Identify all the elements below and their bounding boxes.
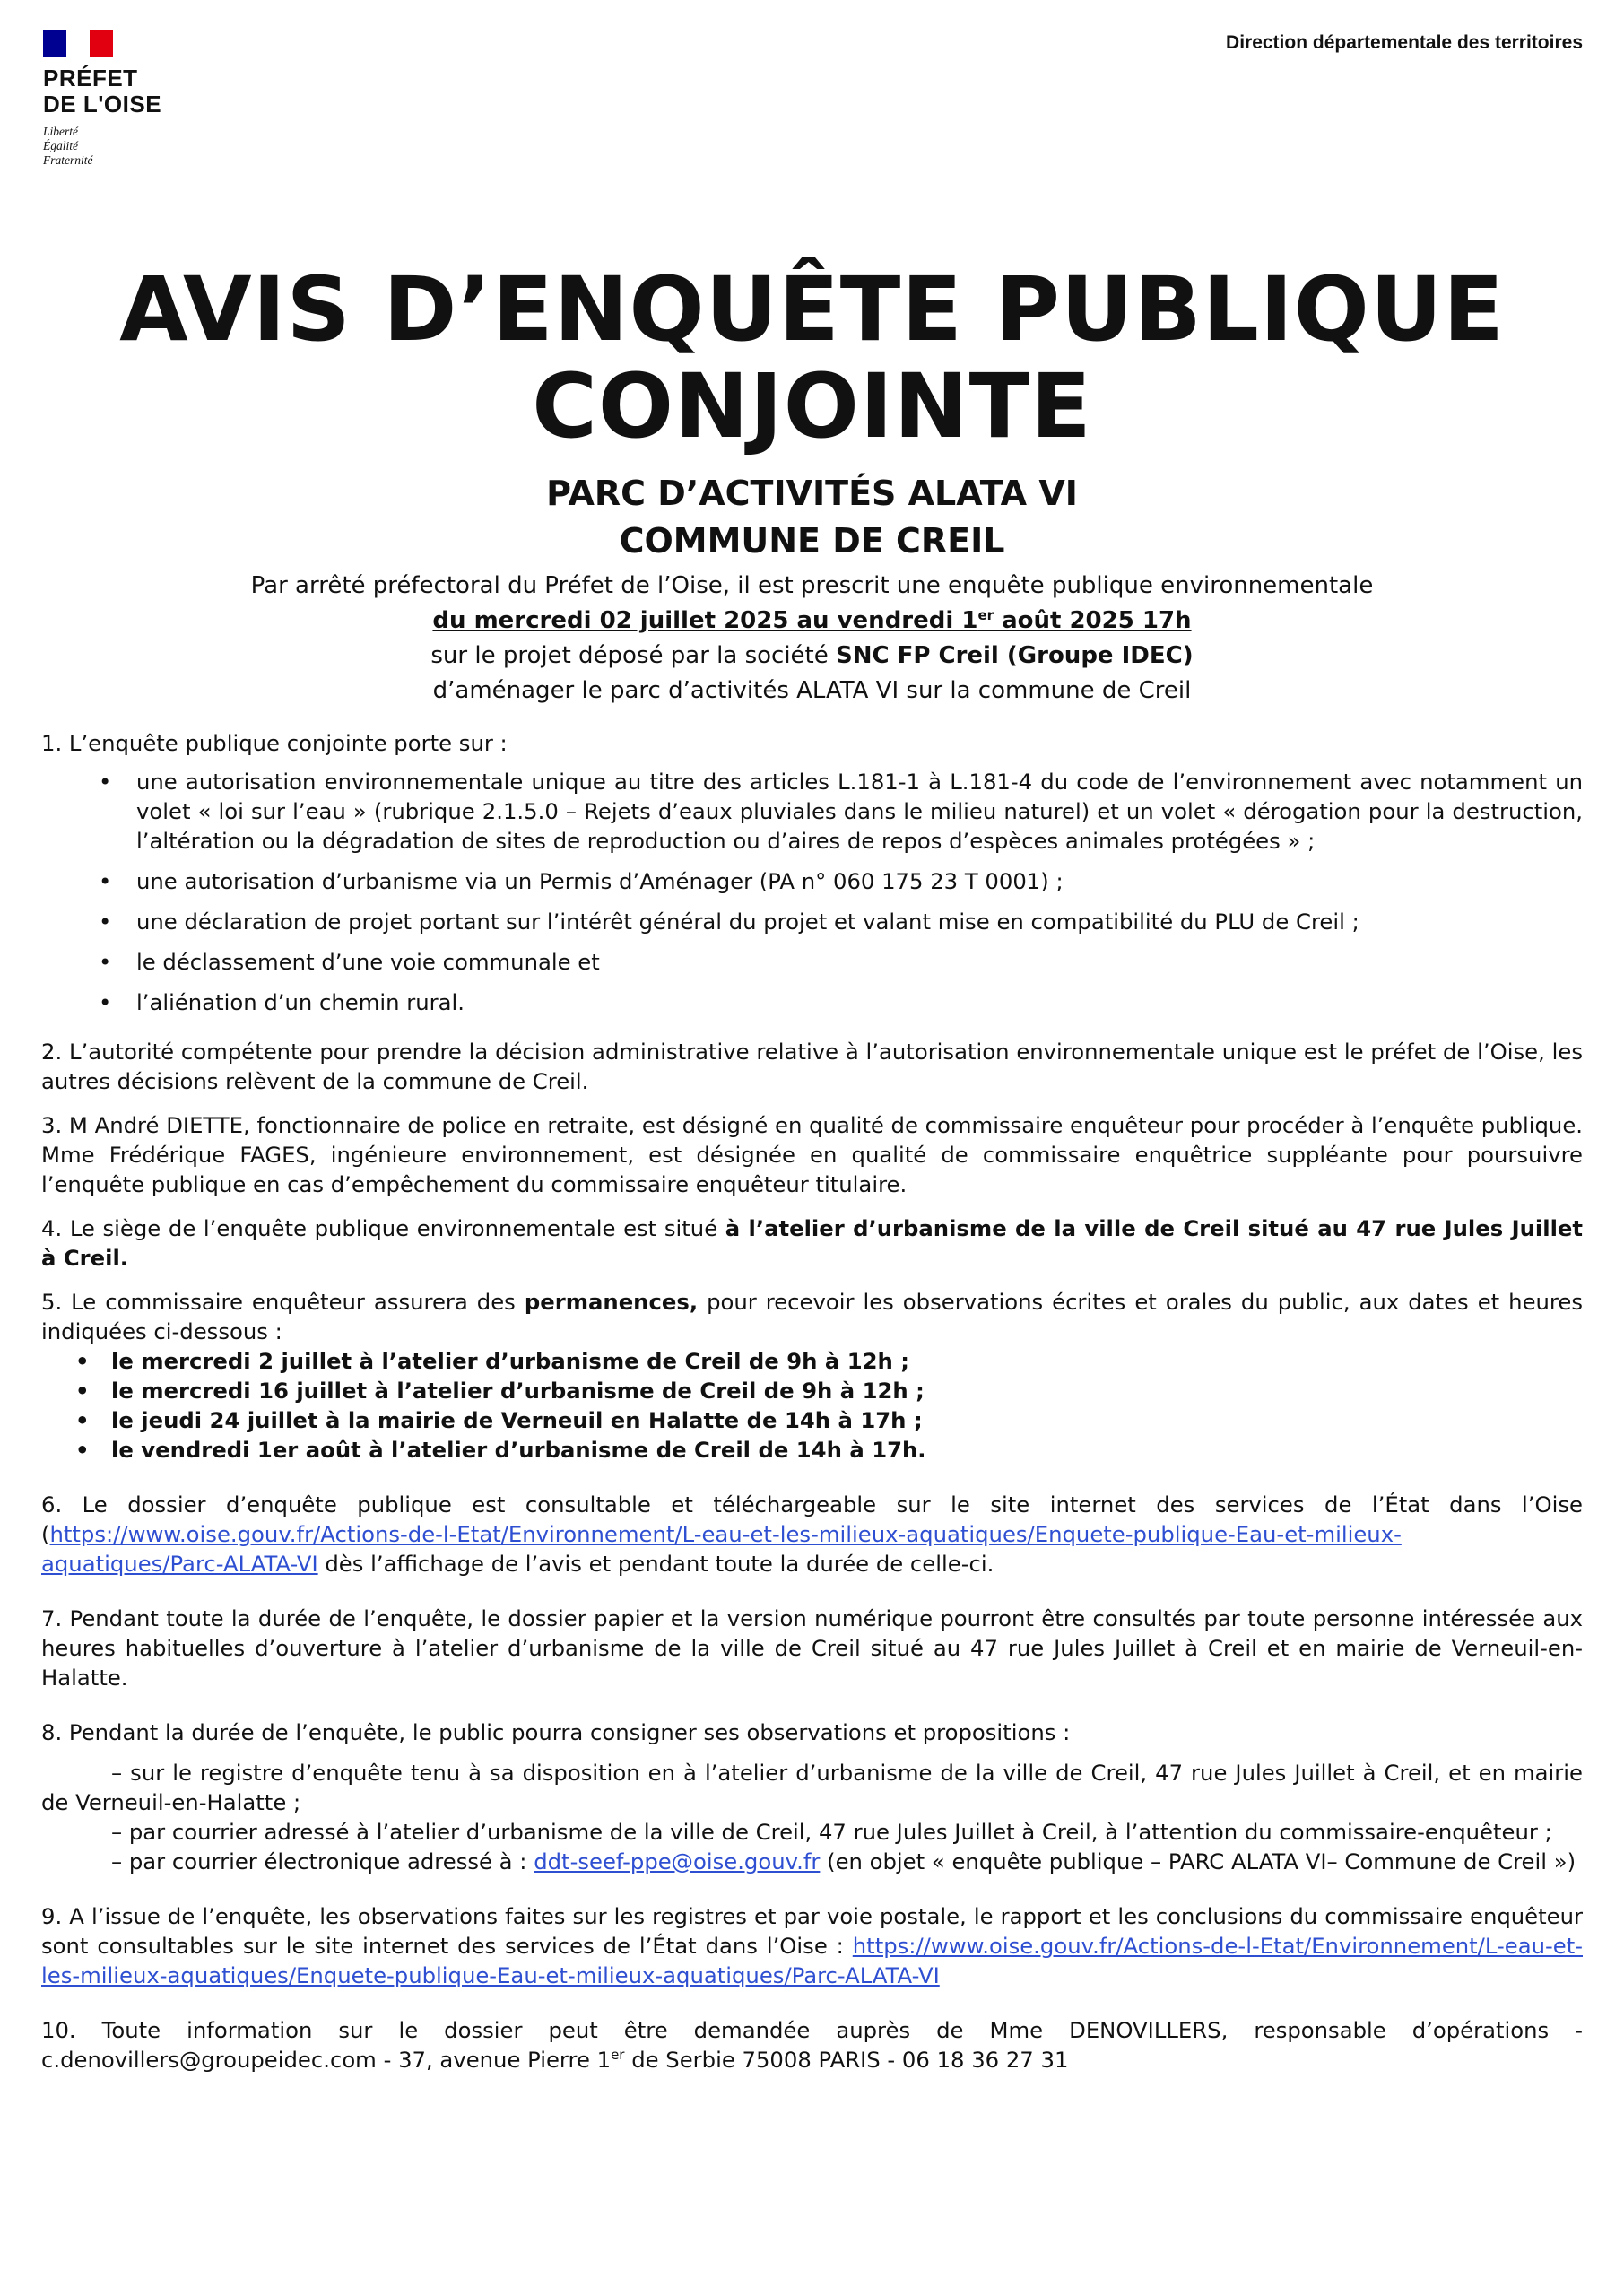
section-5-text-c: pour recevoir les observations écrites et orales du public, aux dates et heures indiquées ci-dessous : — [41, 1289, 1583, 1344]
logo-text — [43, 65, 187, 117]
list-item: • une autorisation environnementale unique au titre des articles L.181-1 à L.181-4 du code de l’environnement avec notamment un volet « loi sur l’eau » (rubrique 2.1.5.0 – Rejets d’eaux pluviales dans le milieu naturel) et un volet « dérogation pour la destruction, l’altération ou la dégradation de sites de reproduction ou d’aires de repos d’espèces animales protégées » ; — [136, 767, 1583, 856]
section-6-text-a: 6. Le dossier d’enquête publique est consultable et téléchargeable sur le site internet des services de l’État dans l’Oise ( — [41, 1492, 1583, 1547]
subtitle-line-1: PARC D’ACTIVITÉS ALATA VI — [546, 474, 1078, 513]
title-line-1: AVIS D’ENQUÊTE PUBLIQUE — [119, 258, 1505, 361]
section-9-text: 9. A l’issue de l’enquête, les observations faites sur les registres et par voie postale, le rapport et les conclusions du commissaire enquêteur sont consultables sur le site internet des services de l’État dans l’Oise : — [41, 1903, 1583, 1959]
section-8-line-3 — [41, 1847, 1583, 1876]
section-5-bold: permanences, — [524, 1289, 699, 1315]
french-flag-icon — [43, 30, 113, 57]
subtitle — [0, 470, 1624, 565]
section-6-text-b: dès l’affichage de l’avis et pendant toute la durée de celle-ci. — [317, 1551, 994, 1577]
section-8-line-3-end: (en objet « enquête publique – PARC ALATA VI– Commune de Creil ») — [820, 1848, 1576, 1874]
notice-body — [41, 728, 1583, 2074]
section-2: 2. L’autorité compétente pour prendre la décision administrative relative à l’autorisation environnementale unique est le préfet de l’Oise, les autres décisions relèvent de la commune de Creil. — [41, 1039, 1583, 1094]
section-4 — [41, 1213, 1583, 1273]
section-8-line-3-text: – par courrier électronique adressé à : — [111, 1848, 534, 1874]
intro-line-3 — [0, 639, 1624, 674]
section-8-heading: 8. Pendant la durée de l’enquête, le public pourra consigner ses observations et propositions : — [41, 1719, 1071, 1745]
list-item: • une autorisation d’urbanisme via un Permis d’Aménager (PA n° 060 175 23 T 0001) ; — [136, 866, 1583, 896]
permanences-list — [41, 1346, 1583, 1465]
inquiry-dates — [0, 604, 1624, 639]
list-item: • l’aliénation d’un chemin rural. — [136, 987, 1583, 1017]
section-5-text-a: 5. Le commissaire enquêteur assurera des — [41, 1289, 525, 1315]
section-4-location: à l’atelier d’urbanisme de la ville de Creil situé au 47 rue Jules Juillet à Creil. — [41, 1215, 1583, 1271]
dates-sup: er — [977, 607, 994, 623]
section-3: 3. M André DIETTE, fonctionnaire de police en retraite, est désigné en qualité de commissaire enquêteur pour procéder à l’enquête publique. Mme Frédérique FAGES, ingénieure environnement, est désignée en qualité de commissaire enquêtrice suppléante pour poursuivre l’enquête publique en cas d’empêchement du commissaire enquêteur titulaire. — [41, 1112, 1583, 1197]
intro-block — [0, 569, 1624, 709]
section-10 — [41, 2015, 1583, 2074]
section-10-text-b: de Serbie 75008 PARIS - 06 18 36 27 31 — [624, 2047, 1069, 2073]
intro-line-4: d’aménager le parc d’activités ALATA VI sur la commune de Creil — [432, 677, 1192, 704]
results-link[interactable]: https://www.oise.gouv.fr/Actions-de-l-Etat/Environnement/L-eau-et-les-milieux-aquatiques/Enquete-publique-Eau-et-milieux-aquatiques/Parc-ALATA-VI — [41, 1933, 1583, 1988]
section-4-text: 4. Le siège de l’enquête publique environnementale est situé — [41, 1215, 725, 1241]
devise-fraternite: Fraternité — [43, 153, 93, 167]
devise-liberte: Liberté — [43, 125, 78, 138]
intro-line-3-text: sur le projet déposé par la société — [430, 642, 836, 669]
section-5 — [41, 1287, 1583, 1346]
dates-start: du mercredi 02 juillet 2025 au vendredi 1 — [432, 607, 978, 634]
list-item: • le mercredi 16 juillet à l’atelier d’urbanisme de Creil de 9h à 12h ; — [111, 1376, 1583, 1405]
prefet-logo — [43, 30, 187, 168]
section-6 — [41, 1490, 1583, 1578]
list-item: • une déclaration de projet portant sur l’intérêt général du projet et valant mise en compatibilité du PLU de Creil ; — [136, 907, 1583, 936]
section-10-sup: er — [611, 2047, 625, 2063]
section-1-list — [41, 767, 1583, 1017]
list-item: • le jeudi 24 juillet à la mairie de Verneuil en Halatte de 14h à 17h ; — [111, 1405, 1583, 1435]
subtitle-line-2: COMMUNE DE CREIL — [619, 521, 1005, 561]
list-item: • le vendredi 1er août à l’atelier d’urbanisme de Creil de 14h à 17h. — [111, 1435, 1583, 1465]
list-item: • le déclassement d’une voie communale et — [136, 947, 1583, 977]
logo-line-1: PRÉFET — [43, 65, 138, 91]
company-name: SNC FP Creil (Groupe IDEC) — [836, 642, 1194, 669]
dates-end: août 2025 17h — [994, 607, 1192, 634]
devise — [43, 125, 187, 168]
section-10-text-a: 10. Toute information sur le dossier peut être demandée auprès de Mme DENOVILLERS, responsable d’opérations - c.denovillers@groupeidec.com - 37, avenue Pierre 1 — [41, 2017, 1583, 2073]
email-link[interactable]: ddt-seef-ppe@oise.gouv.fr — [534, 1848, 821, 1874]
title-line-2: CONJOINTE — [532, 355, 1092, 458]
page-title — [0, 258, 1624, 458]
intro-line-1: Par arrêté préfectoral du Préfet de l’Oise, il est prescrit une enquête publique environnementale — [250, 572, 1374, 599]
list-item: • le mercredi 2 juillet à l’atelier d’urbanisme de Creil de 9h à 12h ; — [111, 1346, 1583, 1376]
section-8-line-2: – par courrier adressé à l’atelier d’urbanisme de la ville de Creil, 47 rue Jules Juillet à Creil, à l’attention du commissaire-enquêteur ; — [111, 1819, 1552, 1845]
section-1-heading: 1. L’enquête publique conjointe porte sur : — [41, 730, 508, 756]
department-name: Direction départementale des territoires — [1226, 32, 1583, 53]
section-8-line-1: – sur le registre d’enquête tenu à sa disposition en à l’atelier d’urbanisme de la ville de Creil, 47 rue Jules Juillet à Creil, et en mairie de Verneuil-en-Halatte ; — [41, 1760, 1583, 1815]
section-9 — [41, 1901, 1583, 1990]
logo-line-2: DE L'OISE — [43, 91, 162, 117]
section-7: 7. Pendant toute la durée de l’enquête, le dossier papier et la version numérique pourront être consultés par toute personne intéressée aux heures habituelles d’ouverture à l’atelier d’urbanisme de la ville de Creil situé au 47 rue Jules Juillet à Creil et en mairie de Verneuil-en-Halatte. — [41, 1605, 1583, 1691]
devise-egalite: Égalité — [43, 139, 78, 152]
dossier-link[interactable]: https://www.oise.gouv.fr/Actions-de-l-Etat/Environnement/L-eau-et-les-milieux-aquatiques/Enquete-publique-Eau-et-milieux-aquatiques/Parc-ALATA-VI — [41, 1521, 1402, 1577]
